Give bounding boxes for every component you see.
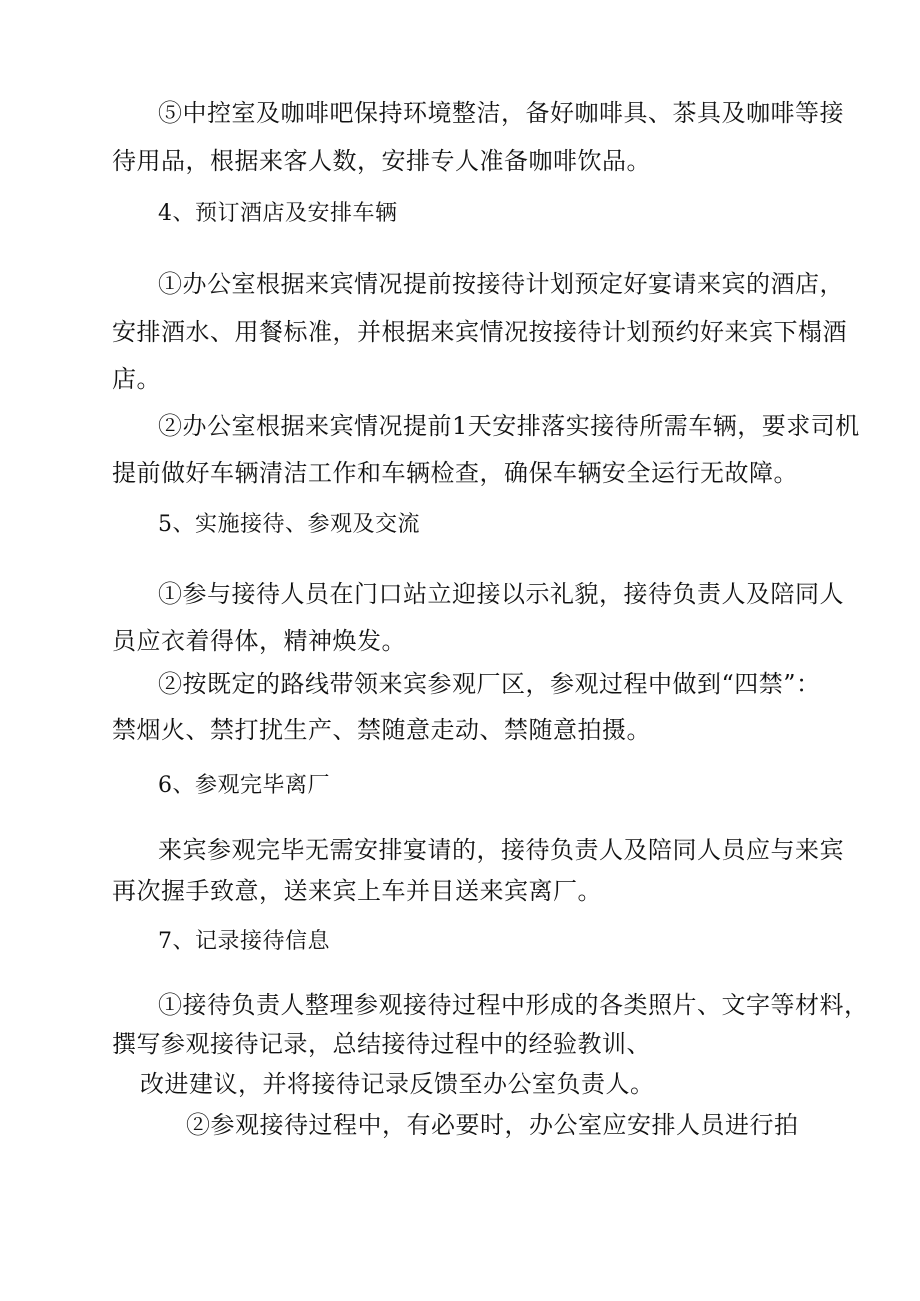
section6-p1-line-2: 再次握手致意，送来宾上车并目送来宾离厂。 — [112, 877, 602, 905]
section4-p1-line-1: ①办公室根据来宾情况提前按接待计划预定好宴请来宾的酒店， — [158, 270, 844, 298]
section4-p1-line-2: 安排酒水、用餐标准，并根据来宾情况按接待计划预约好来宾下榻酒 — [112, 318, 847, 346]
section5-p2-line-2: 禁烟火、禁打扰生产、禁随意走动、禁随意拍摄。 — [112, 716, 651, 744]
section7-p1-line-1: ①接待负责人整理参观接待过程中形成的各类照片、文字等材料， — [158, 991, 869, 1019]
section6-p1-line-1: 来宾参观完毕无需安排宴请的，接待负责人及陪同人员应与来宾 — [158, 836, 844, 864]
section4-heading: 4、预订酒店及安排车辆 — [158, 201, 398, 226]
section7-p2-line-1: ②参观接待过程中，有必要时，办公室应安排人员进行拍 — [186, 1111, 799, 1139]
section4-p2-line-2: 提前做好车辆清洁工作和车辆检查，确保车辆安全运行无故障。 — [112, 459, 798, 487]
section5-p2-line-1: ②按既定的路线带领来宾参观厂区，参观过程中做到“四禁”： — [158, 670, 821, 698]
section7-heading: 7、记录接待信息 — [158, 929, 330, 954]
section4-p1-line-3: 店。 — [112, 365, 161, 393]
section5-p1-line-2: 员应衣着得体，精神焕发。 — [112, 627, 406, 655]
item5-line-1: ⑤中控室及咖啡吧保持环境整洁，备好咖啡具、茶具及咖啡等接 — [158, 99, 844, 127]
section7-p1-line-2: 撰写参观接待记录，总结接待过程中的经验教训、 — [112, 1030, 651, 1058]
section5-p1-line-1: ①参与接待人员在门口站立迎接以示礼貌，接待负责人及陪同人 — [158, 580, 844, 608]
section6-heading: 6、参观完毕离厂 — [158, 773, 330, 798]
item5-line-2: 待用品，根据来客人数，安排专人准备咖啡饮品。 — [112, 147, 651, 175]
section7-p1-line-3: 改进建议，并将接待记录反馈至办公室负责人。 — [140, 1070, 655, 1098]
section4-p2-line-1: ②办公室根据来宾情况提前1天安排落实接待所需车辆，要求司机 — [158, 412, 860, 440]
section5-heading: 5、实施接待、参观及交流 — [158, 512, 420, 537]
